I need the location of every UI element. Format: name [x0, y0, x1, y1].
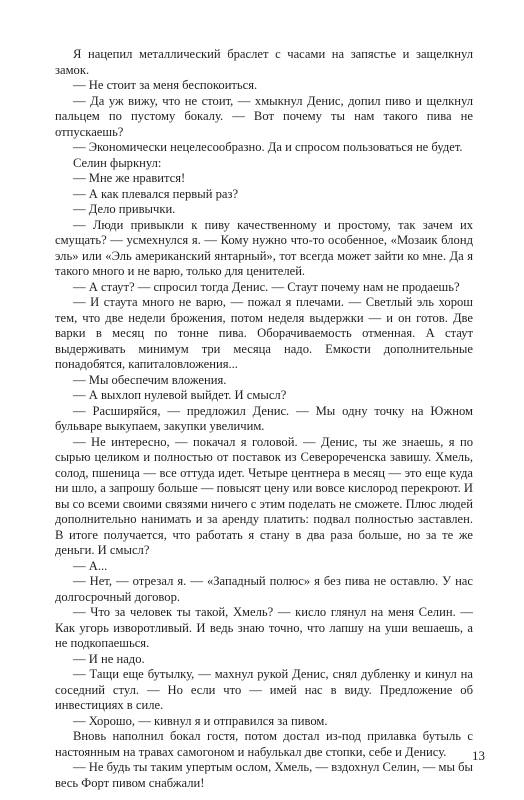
paragraph: — А выхлоп нулевой выйдет. И смысл?: [73, 388, 287, 402]
paragraph: — Люди привыкли к пиву качественному и простому, так зачем их смущать? — усмехнулся я. — Кому нужно что-то особенное, «Мозаик блонд эль» или «Эль американский янтарный», тот всегда может зайти ко мне. Да я такого много и не варю, только для ценителей.: [55, 217, 473, 278]
paragraph: — А...: [73, 558, 108, 573]
paragraph: — Хорошо, — кивнул я и отправился за пивом.: [73, 713, 328, 728]
paragraph: — А как плевался первый раз?: [73, 186, 239, 201]
paragraph: Я нацепил металлический браслет с часами на запястье и защелкнул замок.: [55, 47, 473, 77]
paragraph: — Не стоит за меня беспокоиться.: [73, 78, 258, 92]
paragraph: Вновь наполнил бокал гостя, потом достал из-под прилавка бутыль с настоянным на травах самогоном и набулькал две стопки, себе и Денису.: [55, 729, 473, 759]
paragraph: — Экономически нецелесообразно. Да и спросом пользоваться не будет.: [73, 140, 463, 154]
paragraph: — Не будь ты таким упертым ослом, Хмель, — вздохнул Селин, — мы бы весь Форт пивом снабжали!: [55, 760, 473, 790]
paragraph: — Дело привычки.: [73, 202, 176, 216]
paragraph: — И стаута много не варю, — пожал я плечами. — Светлый эль хорош тем, что две недели брожения, потом неделя выдержки — и он готов. Две варки в месяц по тонне пива. Оборачиваемость отменная. А стаут выдерживать минимум три месяца надо. Емкости дополнительные понадобятся, капиталовложения...: [55, 295, 473, 371]
paragraph: — Тащи еще бутылку, — махнул рукой Денис, снял дубленку и кинул на соседний стул. — Но если что — имей нас в виду. Предложение об инвестициях в силе.: [55, 667, 473, 712]
paragraph: — Мне же нравится!: [73, 171, 186, 185]
page-number: 13: [472, 748, 485, 763]
paragraph: — И не надо.: [73, 651, 145, 666]
paragraph: — Не интересно, — покачал я головой. — Денис, ты же знаешь, я по сырью целиком и полностью от поставок из Северореченска завишу. Хмель, солод, пшеница — все оттуда идет. Четыре центнера в месяц — это еще куда ни шло, а запрошу больше — повысят цену или вовсе кислород перекроют. И вы со всеми своими связями ничего с этим поделать не сможете. Плюс людей дополнительно нанимать и за аренду платить: подвал полностью заставлен. В итоге получается, что работать я стану в два раза больше, но за те же деньги. И смысл?: [55, 434, 473, 557]
body-text: [55, 47, 473, 791]
paragraph: — А стаут? — спросил тогда Денис. — Стаут почему нам не продаешь?: [73, 279, 460, 294]
paragraph: — Нет, — отрезал я. — «Западный полюс» я без пива не оставлю. У нас долгосрочный договор.: [55, 574, 473, 604]
paragraph: — Мы обеспечим вложения.: [73, 372, 227, 387]
paragraph: Селин фыркнул:: [73, 155, 162, 170]
paragraph: — Что за человек ты такой, Хмель? — кисло глянул на меня Селин. — Как угорь изворотливый. И ведь знаю точно, что лапшу на уши вешаешь, а не подкопаешься.: [55, 605, 473, 650]
paragraph: — Расширяйся, — предложил Денис. — Мы одну точку на Южном бульваре выкупаем, закупки увеличим.: [55, 403, 473, 433]
paragraph: — Да уж вижу, что не стоит, — хмыкнул Денис, допил пиво и щелкнул пальцем по пустому бокалу. — Вот почему ты нам такого пива не отпускаешь?: [55, 93, 473, 139]
